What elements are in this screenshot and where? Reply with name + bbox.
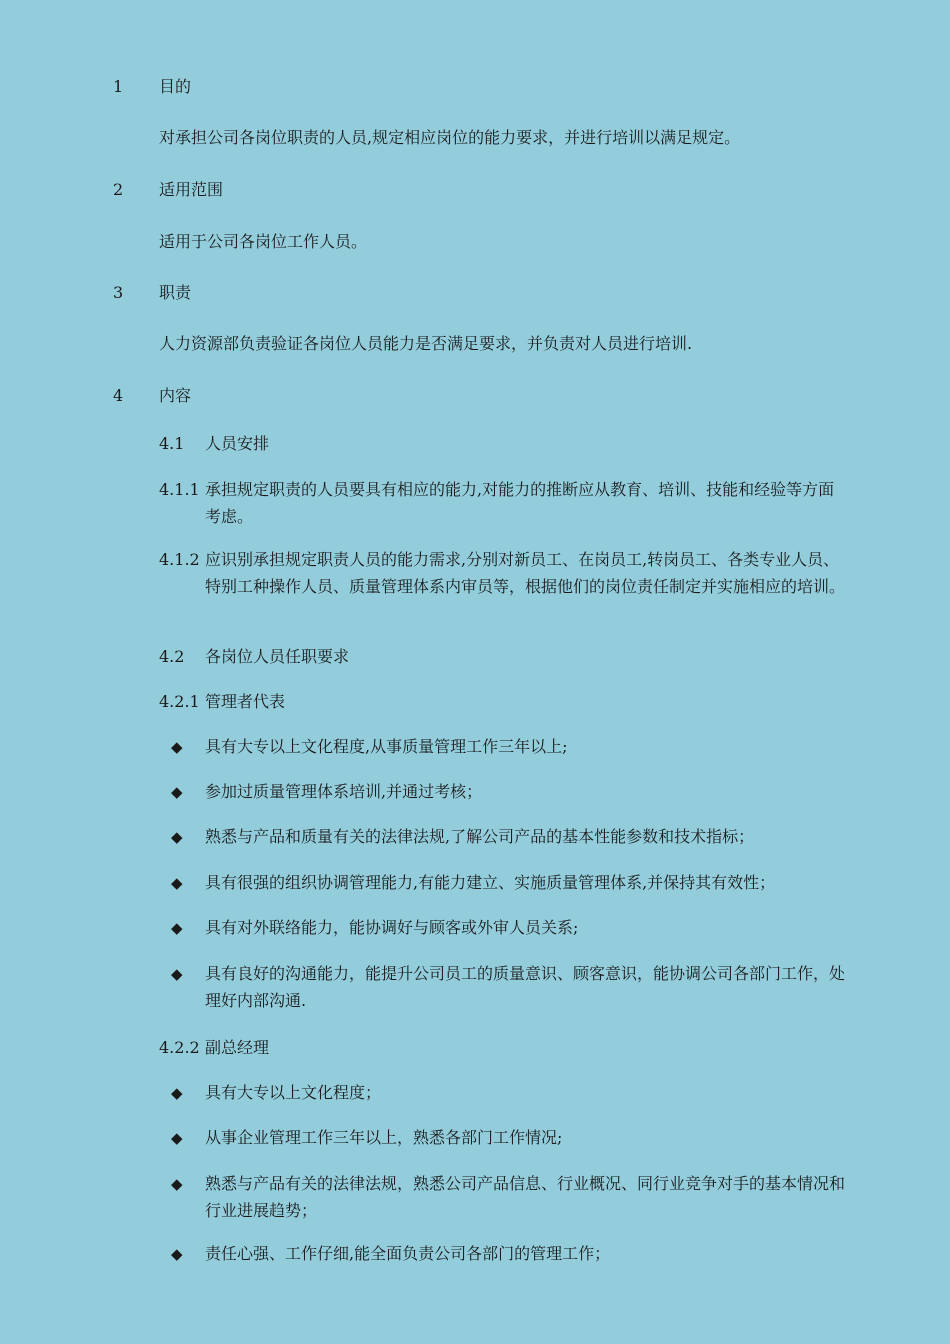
bullet-diamond-icon: ◆ [171, 1175, 183, 1193]
bullet-text: 熟悉与产品和质量有关的法律法规,了解公司产品的基本性能参数和技术指标； [205, 827, 755, 846]
subsection-number: 4.2 [159, 647, 185, 666]
bullet-text: 具有大专以上文化程度,从事质量管理工作三年以上; [205, 737, 568, 756]
section-title: 目的 [159, 77, 192, 96]
section-title: 适用范围 [159, 180, 224, 199]
section-body: 人力资源部负责验证各岗位人员能力是否满足要求，并负责对人员进行培训. [159, 334, 693, 353]
item-number: 4.2.1 [159, 692, 200, 711]
section-number: 1 [113, 77, 124, 96]
bullet-text: 具有很强的组织协调管理能力,有能力建立、实施质量管理体系,并保持其有效性； [205, 873, 776, 892]
bullet-text: 具有良好的沟通能力，能提升公司员工的质量意识、顾客意识，能协调公司各部门工作，处理好内部沟通. [205, 964, 846, 1010]
item-number: 4.1.2 [159, 550, 200, 569]
item-number: 4.1.1 [159, 480, 200, 499]
item-number: 4.2.2 [159, 1038, 200, 1057]
section-number: 4 [113, 386, 124, 405]
bullet-diamond-icon: ◆ [171, 1129, 183, 1147]
item-text: 承担规定职责的人员要具有相应的能力,对能力的推断应从教育、培训、技能和经验等方面考虑。 [205, 480, 835, 526]
subsection-number: 4.1 [159, 434, 185, 453]
section-title: 内容 [159, 386, 192, 405]
section-number: 2 [113, 180, 124, 199]
section-body: 适用于公司各岗位工作人员。 [159, 232, 368, 251]
bullet-text: 具有大专以上文化程度； [205, 1083, 382, 1102]
section-body: 对承担公司各岗位职责的人员,规定相应岗位的能力要求，并进行培训以满足规定。 [159, 128, 741, 147]
bullet-diamond-icon: ◆ [171, 738, 183, 756]
bullet-diamond-icon: ◆ [171, 828, 183, 846]
subsection-title: 人员安排 [205, 434, 270, 453]
bullet-diamond-icon: ◆ [171, 965, 183, 983]
bullet-text: 熟悉与产品有关的法律法规，熟悉公司产品信息、行业概况、同行业竞争对手的基本情况和行业进展趋势； [205, 1174, 846, 1220]
bullet-diamond-icon: ◆ [171, 783, 183, 801]
bullet-diamond-icon: ◆ [171, 1245, 183, 1263]
bullet-text: 从事企业管理工作三年以上，熟悉各部门工作情况; [205, 1128, 563, 1147]
item-title: 副总经理 [205, 1038, 270, 1057]
section-title: 职责 [159, 283, 192, 302]
bullet-text: 责任心强、工作仔细,能全面负责公司各部门的管理工作； [205, 1244, 611, 1263]
bullet-diamond-icon: ◆ [171, 874, 183, 892]
item-text: 应识别承担规定职责人员的能力需求,分别对新员工、在岗员工,转岗员工、各类专业人员、特别工种操作人员、质量管理体系内审员等，根据他们的岗位责任制定并实施相应的培训。 [205, 550, 846, 596]
bullet-diamond-icon: ◆ [171, 1084, 183, 1102]
bullet-diamond-icon: ◆ [171, 919, 183, 937]
item-title: 管理者代表 [205, 692, 286, 711]
section-number: 3 [113, 283, 124, 302]
bullet-text: 具有对外联络能力，能协调好与顾客或外审人员关系; [205, 918, 579, 937]
subsection-title: 各岗位人员任职要求 [205, 647, 350, 666]
bullet-text: 参加过质量管理体系培训,并通过考核； [205, 782, 483, 801]
